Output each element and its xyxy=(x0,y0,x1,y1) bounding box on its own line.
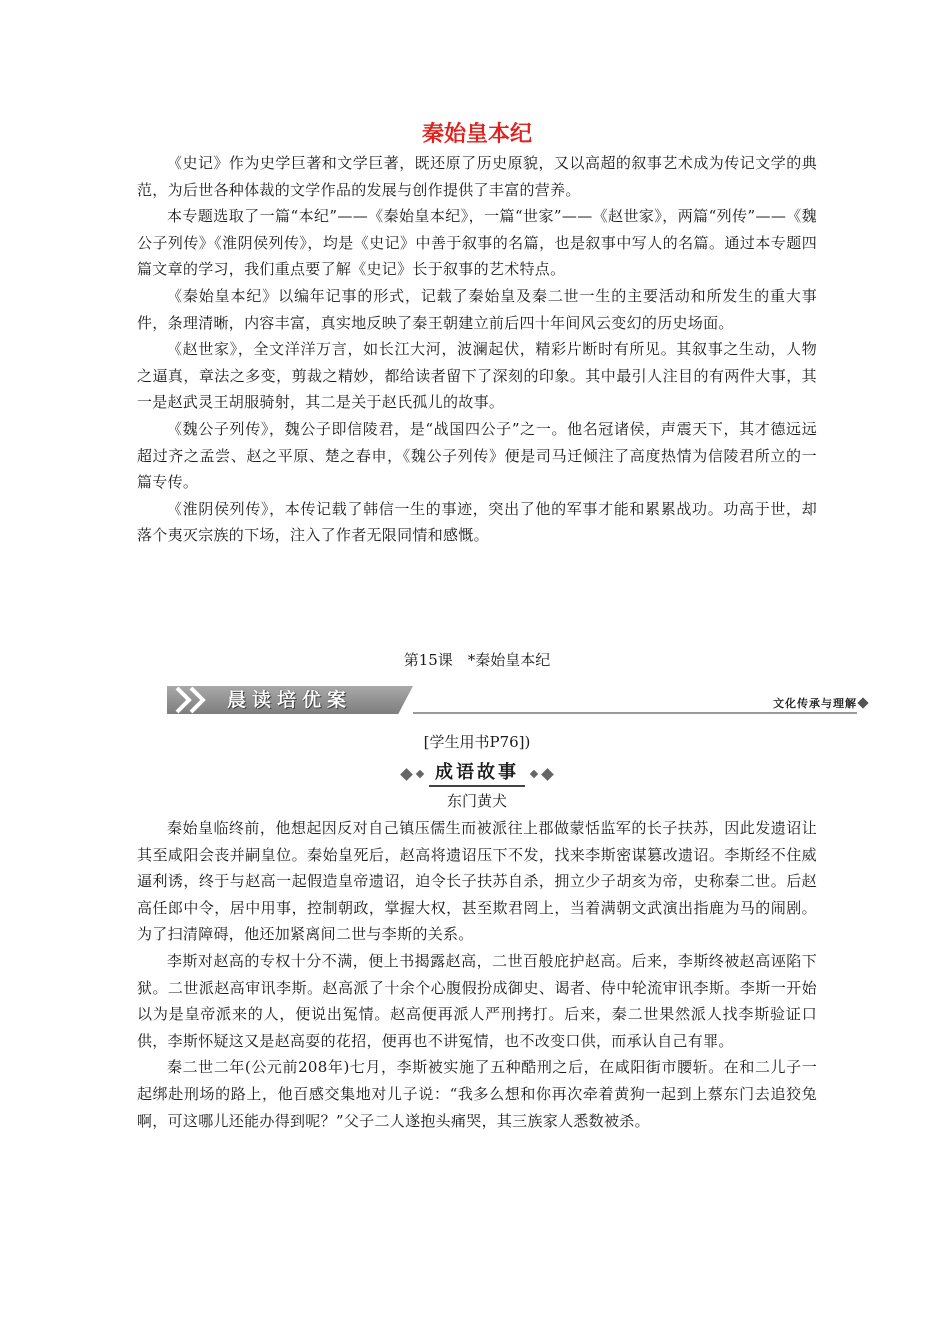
intro-paragraph: 《秦始皇本纪》以编年记事的形式，记载了秦始皇及秦二世一生的主要活动和所发生的重大事件，条理清晰，内容丰富，真实地反映了秦王朝建立前后四十年间风云变幻的历史场面。 xyxy=(137,286,817,332)
lesson-title: 第15课 *秦始皇本纪 xyxy=(403,651,551,669)
diamond-icon xyxy=(400,768,413,781)
diamond-icon xyxy=(857,697,868,708)
story-section xyxy=(137,815,817,1134)
story-title: 东门黄犬 xyxy=(446,792,507,810)
book-reference: [学生用书P76]) xyxy=(423,733,531,751)
intro-paragraph: 《魏公子列传》，魏公子即信陵君，是“战国四公子”之一。他名冠诸侯，声震天下，其才德远远超过齐之孟尝、赵之平原、楚之春申，《魏公子列传》便是司马迁倾注了高度热情为信陵君所立的一篇专传。 xyxy=(137,419,817,492)
main-title: 秦始皇本纪 xyxy=(421,122,532,147)
banner-divider xyxy=(413,712,857,714)
banner-right-text: 文化传承与理解 xyxy=(773,697,857,710)
intro-paragraph: 《史记》作为史学巨著和文学巨著，既还原了历史原貌，又以高超的叙事艺术成为传记文学的典范，为后世各种体裁的文学作品的发展与创作提供了丰富的营养。 xyxy=(137,154,817,199)
chevron-arrows-icon xyxy=(173,686,221,714)
diamond-icon xyxy=(541,768,554,781)
story-paragraph: 秦始皇临终前，他想起因反对自己镇压儒生而被派往上郡做蒙恬监军的长子扶苏，因此发遗诏让其至咸阳会丧并嗣皇位。秦始皇死后，赵高将遗诏压下不发，找来李斯密谋篡改遗诏。李斯经不住威逼利诱，终于与赵高一起假造皇帝遗诏，迫令长子扶苏自杀，拥立少子胡亥为帝，史称秦二世。后赵高任郎中令，居中用事，控制朝政，掌握大权，甚至欺君罔上，当着满朝文武演出指鹿为马的闹剧。为了扫清障碍，他还加紧离间二世与李斯的关系。 xyxy=(137,819,817,944)
banner-label: 晨读培优案 xyxy=(227,689,353,711)
section-label: 成语故事 xyxy=(429,761,525,787)
intro-section xyxy=(137,150,817,549)
intro-paragraph: 《赵世家》，全文洋洋万言，如长江大河，波澜起伏，精彩片断时有所见。其叙事之生动，人物之逼真，章法之多变，剪裁之精妙，都给读者留下了深刻的印象。其中最引人注目的有两件大事，其一是赵武灵王胡服骑射，其二是关于赵氏孤儿的故事。 xyxy=(137,340,817,412)
story-paragraph: 秦二世二年(公元前208年)七月，李斯被实施了五种酷刑之后，在咸阳街市腰斩。在和二儿子一起绑赴刑场的路上，他百感交集地对儿子说：“我多么想和你再次牵着黄狗一起到上蔡东门去追狡兔啊，可这哪儿还能办得到呢？”父子二人遂抱头痛哭，其三族家人悉数被杀。 xyxy=(137,1058,817,1130)
section-banner xyxy=(167,683,867,717)
story-paragraph: 李斯对赵高的专权十分不满，便上书揭露赵高，二世百般庇护赵高。后来，李斯终被赵高诬陷下狱。二世派赵高审讯李斯。赵高派了十余个心腹假扮成御史、谒者、侍中轮流审讯李斯。李斯一开始以为是皇帝派来的人，便说出冤情。赵高便再派人严刑拷打。后来，秦二世果然派人找李斯验证口供，李斯怀疑这又是赵高耍的花招，便再也不讲冤情，也不改变口供，而承认自己有罪。 xyxy=(137,951,817,1050)
diamond-icon xyxy=(530,770,538,778)
section-heading xyxy=(137,759,817,789)
intro-paragraph: 本专题选取了一篇“本纪”——《秦始皇本纪》，一篇“世家”——《赵世家》，两篇“列传”——《魏公子列传》《淮阴侯列传》，均是《史记》中善于叙事的名篇，也是叙事中写人的名篇。通过本专题四篇文章的学习，我们重点要了解《史记》长于叙事的艺术特点。 xyxy=(137,207,817,279)
intro-paragraph: 《淮阴侯列传》，本传记载了韩信一生的事迹，突出了他的军事才能和累累战功。功高于世，却落个夷灭宗族的下场，注入了作者无限同情和感慨。 xyxy=(137,499,817,545)
diamond-icon xyxy=(416,770,424,778)
